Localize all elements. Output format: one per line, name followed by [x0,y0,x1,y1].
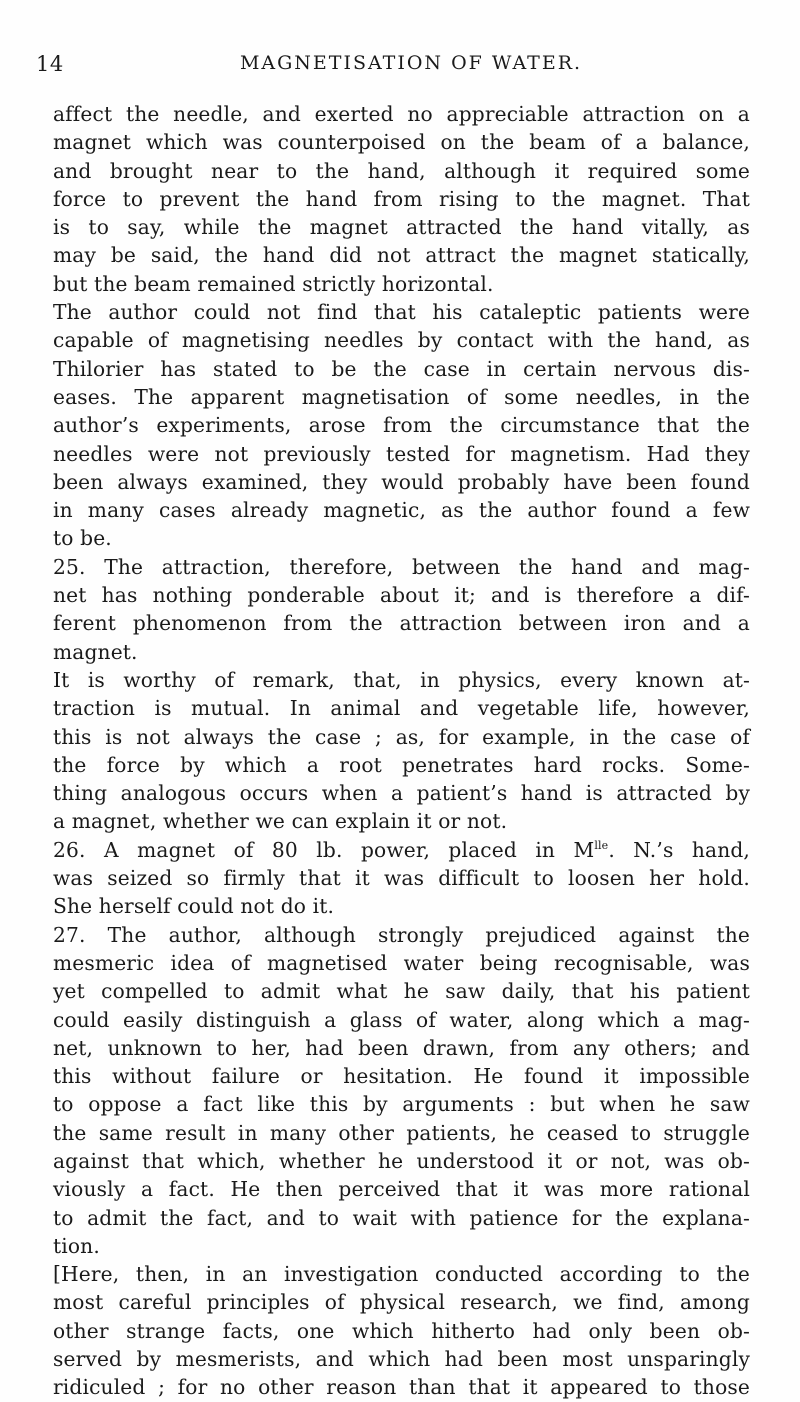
text-line [53,921,750,949]
text-line [53,1260,750,1288]
text-line [53,807,750,835]
text-line [53,270,750,298]
line-text: net has nothing ponderable about it; and is therefore a dif- [53,583,750,608]
text-line [53,383,750,411]
line-text: and brought near to the hand, although it required some [53,158,750,183]
text-line [53,100,750,128]
text-line [53,609,750,637]
text-line [53,1119,750,1147]
line-text: this is not always the case ; as, for example, in the case of [53,724,750,749]
text-line [53,1232,750,1260]
line-text: a magnet, whether we can explain it or not. [53,809,508,834]
line-text: the same result in many other patients, he ceased to struggle [53,1120,750,1145]
text-line [53,326,750,354]
line-text: net, unknown to her, had been drawn, from any others; and [53,1035,750,1060]
line-text: viously a fact. He then perceived that it was more rational [53,1177,750,1202]
text-line [53,1204,750,1232]
text-line [53,1006,750,1034]
line-text: traction is mutual. In animal and vegetable life, however, [53,696,750,721]
text-line [53,1288,750,1316]
line-text: She herself could not do it. [53,894,335,919]
line-text: mesmeric idea of magnetised water being recognisable, was [53,950,750,975]
line-text: 25. The attraction, therefore, between the hand and mag- [53,554,750,579]
line-text: most careful principles of physical research, we find, among [53,1290,750,1315]
text-line [53,977,750,1005]
line-text: eases. The apparent magnetisation of some needles, in the [53,384,750,409]
body-text [53,100,750,1402]
text-line [53,1175,750,1203]
line-text: to be. [53,526,112,551]
text-line [53,949,750,977]
text-line [53,185,750,213]
line-text: capable of magnetising needles by contact with the hand, as [53,328,750,353]
line-text: but the beam remained strictly horizontal. [53,271,494,296]
line-text: in many cases already magnetic, as the author found a few [53,498,750,523]
line-text: tion. [53,1233,100,1258]
line-text: served by mesmerists, and which had been most unsparingly [53,1347,750,1372]
line-text: the force by which a root penetrates hard rocks. Some- [53,752,750,777]
running-head: MAGNETISATION OF WATER. [239,52,583,74]
text-line [53,694,750,722]
line-text: against that which, whether he understood it or not, was ob- [53,1148,750,1173]
text-line [53,1034,750,1062]
line-text: 26. A magnet of 80 lb. power, placed in M [53,837,595,862]
line-text: to admit the fact, and to wait with patience for the explana- [53,1205,750,1230]
text-line [53,751,750,779]
line-text: this without failure or hesitation. He found it impossible [53,1064,750,1089]
line-text: to oppose a fact like this by arguments : but when he saw [53,1092,750,1117]
line-text: could easily distinguish a glass of water, along which a mag- [53,1007,750,1032]
text-line [53,1147,750,1175]
text-line [53,411,750,439]
text-line [53,1090,750,1118]
text-line [53,581,750,609]
line-text: ferent phenomenon from the attraction between iron and a [53,611,750,636]
line-text: magnet. [53,639,138,664]
line-text: affect the needle, and exerted no appreciable attraction on a [53,102,750,126]
line-text: force to prevent the hand from rising to the magnet. That [53,186,750,211]
text-line [53,524,750,552]
line-text: author’s experiments, arose from the circumstance that the [53,413,750,438]
text-line [53,468,750,496]
text-line [53,213,750,241]
line-text: been always examined, they would probably have been found [53,469,750,494]
text-line [53,892,750,920]
text-line [53,638,750,666]
line-text: It is worthy of remark, that, in physics, every known at- [53,667,750,692]
text-line [53,355,750,383]
line-text: Thilorier has stated to be the case in certain nervous dis- [53,356,750,381]
text-line [53,864,750,892]
line-text: was seized so firmly that it was difficult to loosen her hold. [53,866,750,891]
page-number: 14 [36,52,64,76]
text-line [53,779,750,807]
line-text: [Here, then, in an investigation conducted according to the [53,1262,750,1287]
text-line [53,157,750,185]
text-line [53,440,750,468]
text-line [53,1373,750,1401]
text-line [53,496,750,524]
text-line [53,298,750,326]
text-line [53,836,750,864]
line-text: thing analogous occurs when a patient’s hand is attracted by [53,781,750,806]
line-text: is to say, while the magnet attracted the hand vitally, as [53,215,750,240]
line-text: magnet which was counterpoised on the beam of a balance, [53,130,750,155]
text-line [53,1062,750,1090]
line-text-continued: . N.’s hand, [608,837,750,862]
text-line [53,241,750,269]
superscript: lle [594,838,609,852]
line-text: ridiculed ; for no other reason than that it appeared to those [53,1375,750,1400]
line-text: yet compelled to admit what he saw daily, that his patient [53,979,750,1004]
text-line [53,553,750,581]
page-header [36,52,746,82]
text-line [53,1345,750,1373]
text-line [53,128,750,156]
line-text: other strange facts, one which hitherto had only been ob- [53,1318,750,1343]
text-line [53,1317,750,1345]
text-line [53,723,750,751]
line-text: 27. The author, although strongly prejudiced against the [53,922,750,947]
line-text: The author could not find that his cataleptic patients were [53,300,750,325]
text-line [53,666,750,694]
line-text: needles were not previously tested for magnetism. Had they [53,441,750,466]
line-text: may be said, the hand did not attract the magnet statically, [53,243,750,268]
